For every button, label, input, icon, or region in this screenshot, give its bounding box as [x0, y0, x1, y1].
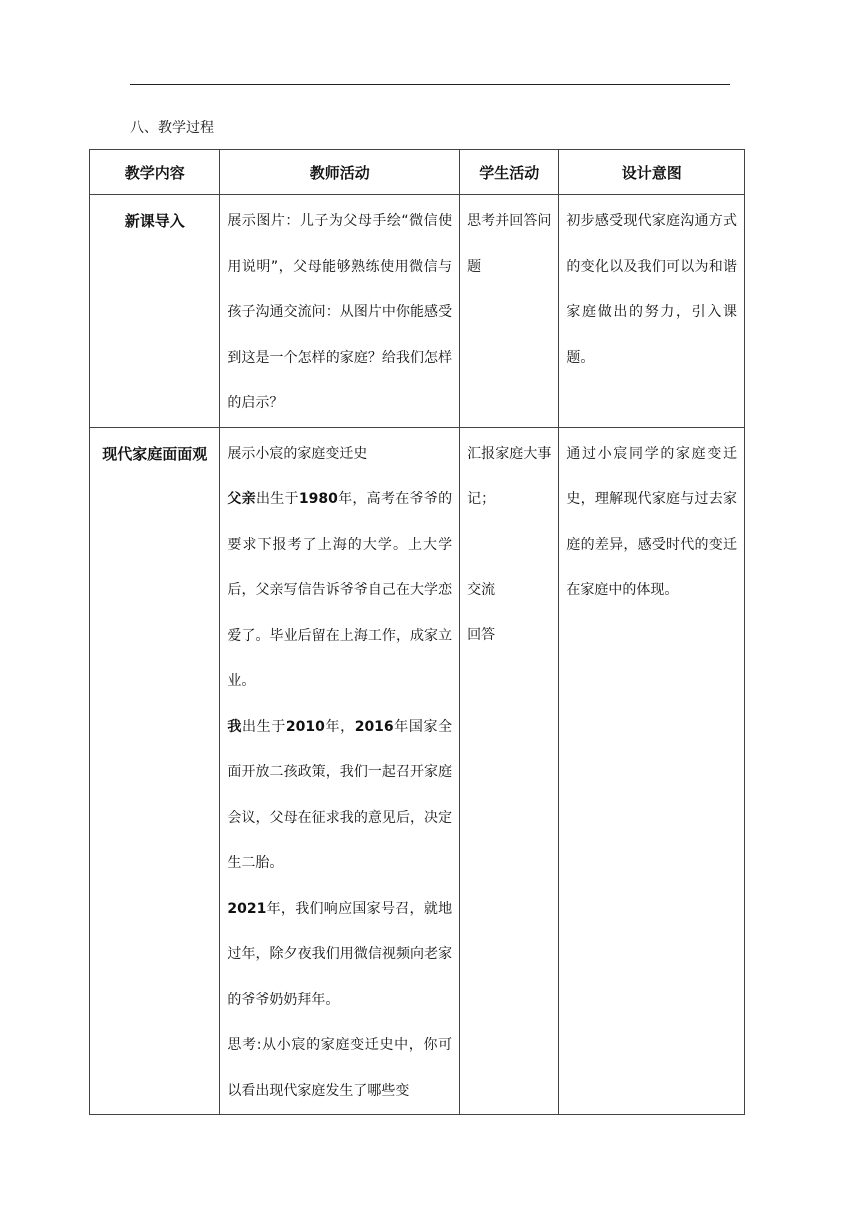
row-topic: 现代家庭面面观	[102, 444, 208, 463]
header-design-intent: 设计意图	[559, 150, 745, 195]
think-paragraph: 思考:从小宸的家庭变迁史中，你可以看出现代家庭发生了哪些变	[227, 1037, 453, 1099]
me-rest: 年国家全面开放二孩政策，我们一起召开家庭会议，父母在征求我的意见后，决定生二胎。	[227, 718, 453, 871]
year-2021-rest: 年，我们响应国家号召，就地过年，除夕夜我们用微信视频向老家的爷爷奶奶拜年。	[227, 900, 453, 1008]
teacher-activity	[220, 428, 459, 1115]
student-exchange: 交流	[467, 581, 496, 598]
table-row	[90, 427, 745, 1115]
father-pre: 出生于	[255, 491, 299, 507]
father-year: 1980	[298, 491, 338, 507]
student-activity	[460, 428, 558, 659]
lesson-process-table	[89, 149, 745, 1115]
me-paragraph	[227, 705, 452, 887]
header-rule	[130, 84, 730, 85]
me-year2: 2016	[354, 718, 394, 735]
student-activity: 思考并回答问题	[467, 213, 552, 275]
me-label: 我	[227, 718, 243, 735]
header-teacher-activity: 教师活动	[220, 150, 460, 195]
row-topic: 新课导入	[124, 212, 185, 230]
spacer	[467, 523, 551, 568]
design-intent: 通过小宸同学的家庭变迁史，理解现代家庭与过去家庭的差异，感受时代的变迁在家庭中的体现。	[566, 445, 737, 598]
teacher-activity: 展示图片：儿子为父母手绘“微信使用说明”，父母能够熟练使用微信与孩子沟通交流问：从图片中你能感受到这是一个怎样的家庭？给我们怎样的启示？	[227, 213, 453, 411]
table-row	[90, 195, 745, 428]
father-rest: 年，高考在爷爷的要求下报考了上海的大学。上大学后，父亲写信告诉爷爷自己在大学恋爱了。毕业后留在上海工作，成家立业。	[227, 491, 453, 689]
table-header-row	[90, 150, 745, 195]
me-pre: 出生于	[242, 718, 286, 735]
year-2021: 2021	[227, 900, 267, 917]
header-student-activity: 学生活动	[460, 150, 559, 195]
me-mid: 年，	[324, 718, 355, 735]
father-paragraph	[227, 477, 452, 705]
teacher-intro: 展示小宸的家庭变迁史	[227, 445, 368, 462]
father-label: 父亲	[227, 491, 256, 507]
header-content: 教学内容	[90, 150, 220, 195]
student-answer: 回答	[467, 627, 496, 643]
section-title: 八、教学过程	[130, 120, 214, 136]
design-intent: 初步感受现代家庭沟通方式的变化以及我们可以为和谐家庭做出的努力，引入课题。	[566, 213, 737, 366]
student-report: 汇报家庭大事记；	[467, 445, 552, 507]
me-year: 2010	[285, 718, 325, 735]
year-2021-paragraph	[227, 887, 452, 1024]
